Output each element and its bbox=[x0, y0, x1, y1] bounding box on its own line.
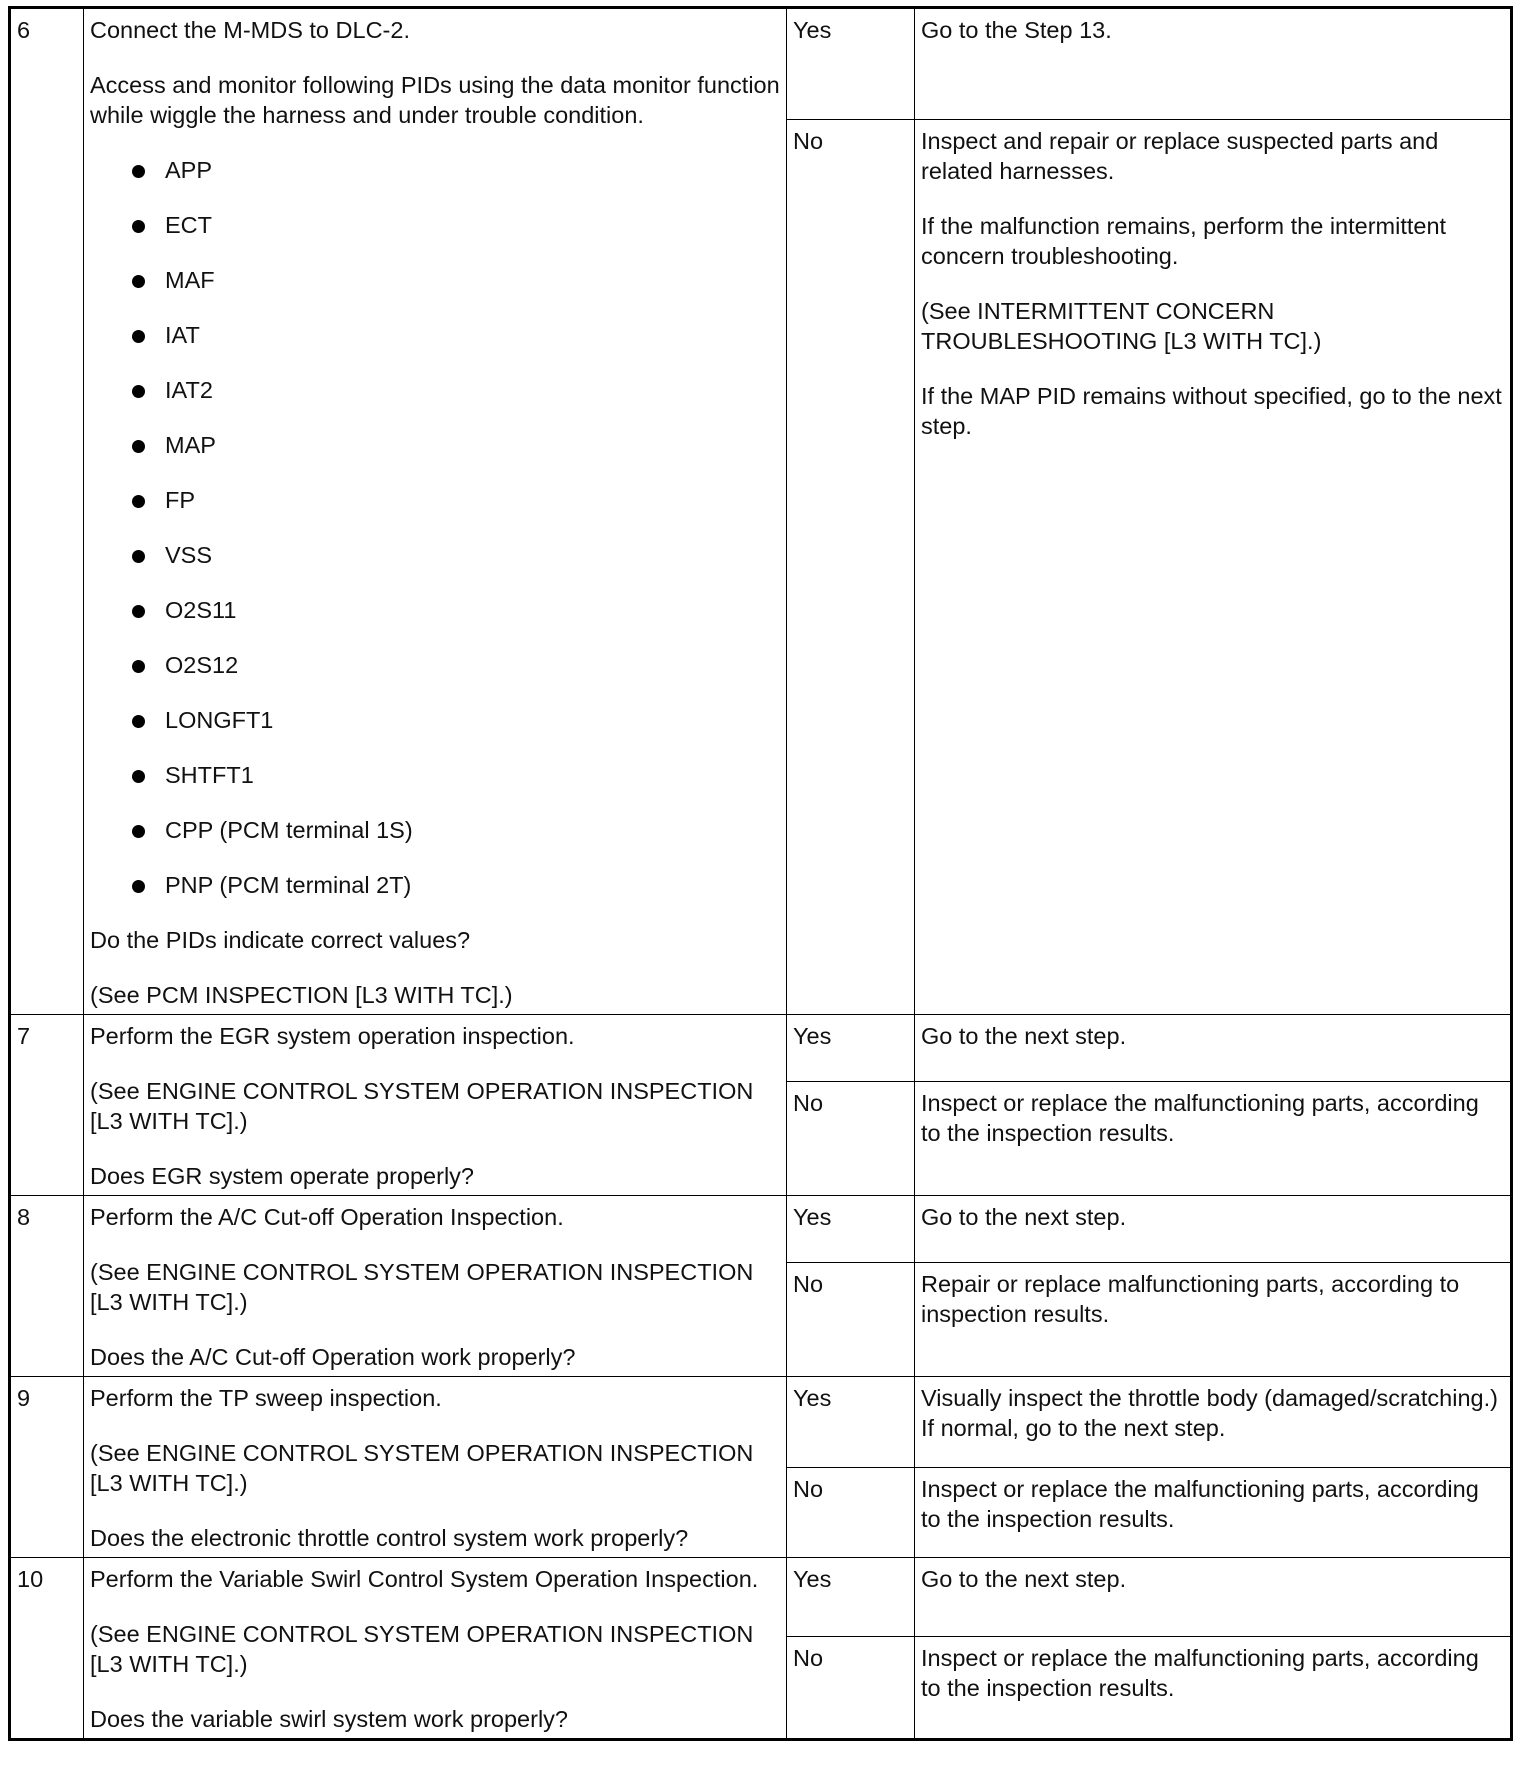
pid-item: FP bbox=[130, 485, 780, 515]
pid-item: SHTFT1 bbox=[130, 760, 780, 790]
step-action-cell bbox=[84, 1377, 787, 1558]
answer-no-result bbox=[915, 120, 1512, 1015]
result-text: Inspect and repair or replace suspected parts and related harnesses. bbox=[921, 128, 1439, 184]
pid-item: MAF bbox=[130, 265, 780, 295]
table-row-step-8 bbox=[10, 1196, 1512, 1263]
answer-no-result bbox=[915, 1468, 1512, 1558]
table-row-step-6 bbox=[10, 8, 1512, 120]
answer-yes-label: Yes bbox=[787, 1196, 915, 1263]
action-text: Connect the M-MDS to DLC-2. bbox=[90, 17, 410, 43]
pid-item: O2S11 bbox=[130, 595, 780, 625]
question-text: Do the PIDs indicate correct values? bbox=[90, 927, 471, 953]
result-text: Repair or replace malfunctioning parts, according to inspection results. bbox=[921, 1271, 1460, 1327]
answer-no-result bbox=[915, 1263, 1512, 1377]
step-number: 8 bbox=[10, 1196, 84, 1377]
pid-item: ECT bbox=[130, 210, 780, 240]
answer-yes-result bbox=[915, 1196, 1512, 1263]
result-text: Go to the next step. bbox=[921, 1023, 1127, 1049]
pid-item: MAP bbox=[130, 430, 780, 460]
result-text: Inspect or replace the malfunctioning parts, according to the inspection results. bbox=[921, 1645, 1479, 1701]
result-text: (See INTERMITTENT CONCERN TROUBLESHOOTING [L3 WITH TC].) bbox=[921, 298, 1322, 354]
reference-text: (See ENGINE CONTROL SYSTEM OPERATION INSPECTION [L3 WITH TC].) bbox=[90, 1078, 754, 1134]
answer-yes-label: Yes bbox=[787, 8, 915, 120]
result-text: Visually inspect the throttle body (damaged/scratching.) If normal, go to the next step. bbox=[921, 1385, 1498, 1441]
result-text: Go to the next step. bbox=[921, 1566, 1127, 1592]
reference-text: (See ENGINE CONTROL SYSTEM OPERATION INSPECTION [L3 WITH TC].) bbox=[90, 1621, 754, 1677]
pid-item: O2S12 bbox=[130, 650, 780, 680]
answer-no-label: No bbox=[787, 1263, 915, 1377]
answer-yes-result bbox=[915, 1377, 1512, 1468]
reference-text: (See ENGINE CONTROL SYSTEM OPERATION INSPECTION [L3 WITH TC].) bbox=[90, 1259, 754, 1315]
result-text: If the MAP PID remains without specified, go to the next step. bbox=[921, 383, 1502, 439]
answer-yes-label: Yes bbox=[787, 1015, 915, 1082]
result-text: Go to the Step 13. bbox=[921, 17, 1112, 43]
step-number: 6 bbox=[10, 8, 84, 1015]
monitor-text: Access and monitor following PIDs using the data monitor function while wiggle the harness and under trouble condition. bbox=[90, 72, 780, 128]
result-text: If the malfunction remains, perform the intermittent concern troubleshooting. bbox=[921, 213, 1447, 269]
action-text: Perform the EGR system operation inspection. bbox=[90, 1023, 575, 1049]
table-row-step-9 bbox=[10, 1377, 1512, 1468]
answer-no-result bbox=[915, 1082, 1512, 1196]
question-text: Does EGR system operate properly? bbox=[90, 1163, 474, 1189]
action-text: Perform the Variable Swirl Control System Operation Inspection. bbox=[90, 1566, 759, 1592]
pid-item: APP bbox=[130, 155, 780, 185]
question-text: Does the A/C Cut-off Operation work properly? bbox=[90, 1344, 576, 1370]
step-action-cell bbox=[84, 1015, 787, 1196]
answer-no-label: No bbox=[787, 1082, 915, 1196]
reference-text: (See PCM INSPECTION [L3 WITH TC].) bbox=[90, 982, 513, 1008]
action-text: Perform the A/C Cut-off Operation Inspection. bbox=[90, 1204, 564, 1230]
answer-yes-result bbox=[915, 1015, 1512, 1082]
pid-item: PNP (PCM terminal 2T) bbox=[130, 870, 780, 900]
answer-yes-result bbox=[915, 8, 1512, 120]
pid-item: IAT bbox=[130, 320, 780, 350]
answer-yes-result bbox=[915, 1558, 1512, 1637]
action-text: Perform the TP sweep inspection. bbox=[90, 1385, 442, 1411]
result-text: Go to the next step. bbox=[921, 1204, 1127, 1230]
answer-yes-label: Yes bbox=[787, 1377, 915, 1468]
question-text: Does the variable swirl system work properly? bbox=[90, 1706, 568, 1732]
result-text: Inspect or replace the malfunctioning parts, according to the inspection results. bbox=[921, 1476, 1479, 1532]
answer-yes-label: Yes bbox=[787, 1558, 915, 1637]
step-number: 9 bbox=[10, 1377, 84, 1558]
answer-no-label: No bbox=[787, 1637, 915, 1740]
table-row-step-10 bbox=[10, 1558, 1512, 1637]
answer-no-label: No bbox=[787, 120, 915, 1015]
reference-text: (See ENGINE CONTROL SYSTEM OPERATION INSPECTION [L3 WITH TC].) bbox=[90, 1440, 754, 1496]
step-number: 10 bbox=[10, 1558, 84, 1740]
pid-item: CPP (PCM terminal 1S) bbox=[130, 815, 780, 845]
pid-item: IAT2 bbox=[130, 375, 780, 405]
pid-item: LONGFT1 bbox=[130, 705, 780, 735]
pid-list bbox=[90, 155, 780, 900]
answer-no-result bbox=[915, 1637, 1512, 1740]
step-action-cell bbox=[84, 1196, 787, 1377]
step-number: 7 bbox=[10, 1015, 84, 1196]
question-text: Does the electronic throttle control system work properly? bbox=[90, 1525, 689, 1551]
result-text: Inspect or replace the malfunctioning parts, according to the inspection results. bbox=[921, 1090, 1479, 1146]
pid-item: VSS bbox=[130, 540, 780, 570]
step-action-cell bbox=[84, 1558, 787, 1740]
table-row-step-7 bbox=[10, 1015, 1512, 1082]
diagnostic-table bbox=[8, 6, 1513, 1741]
step-action-cell bbox=[84, 8, 787, 1015]
answer-no-label: No bbox=[787, 1468, 915, 1558]
